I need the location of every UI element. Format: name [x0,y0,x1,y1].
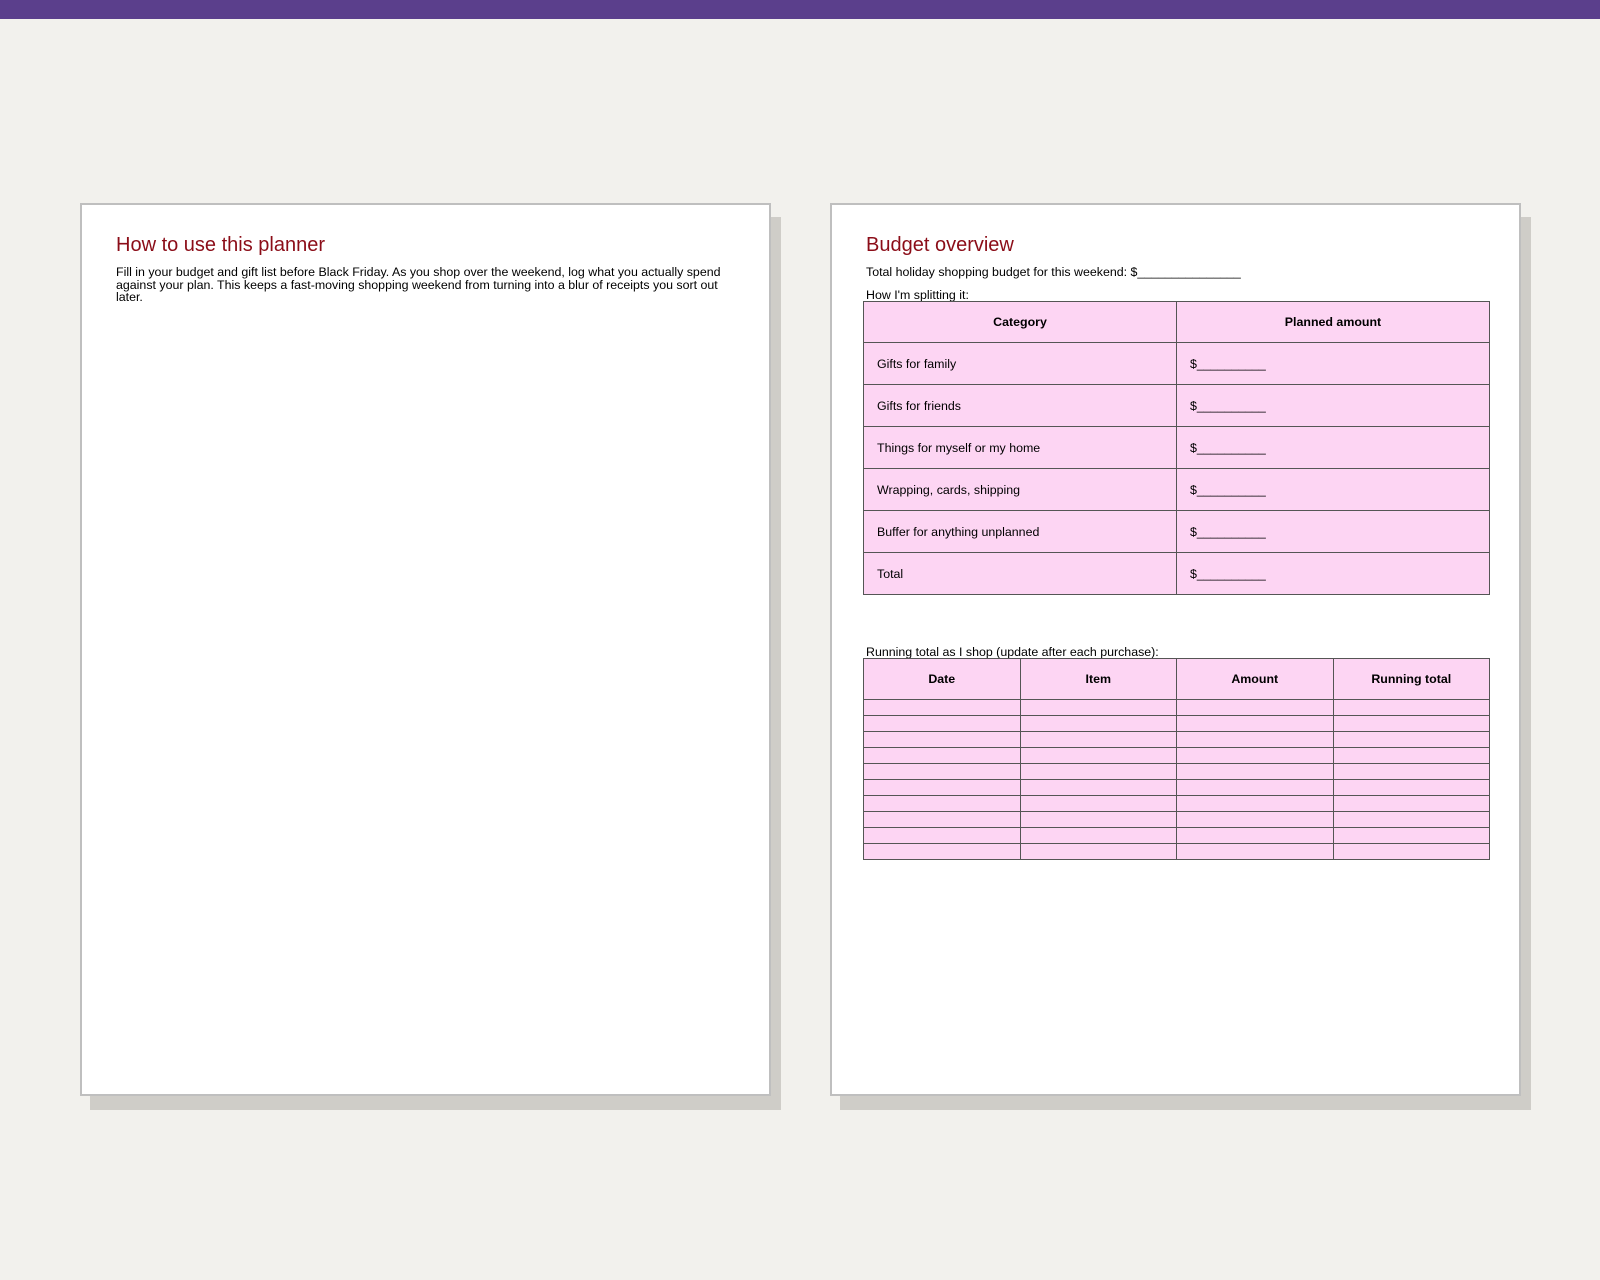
blank-entry-cell[interactable] [1333,764,1490,780]
table-header-row [864,659,1490,700]
table-row [864,700,1490,716]
blank-entry-cell[interactable] [1333,828,1490,844]
table-row [864,385,1490,427]
table-row [864,343,1490,385]
blank-entry-cell[interactable] [864,700,1021,716]
blank-entry-cell[interactable] [1177,700,1334,716]
blank-entry-cell[interactable] [1333,796,1490,812]
table-row [864,732,1490,748]
column-header: Date [864,659,1021,700]
blank-entry-cell[interactable] [1020,796,1177,812]
amount-blank[interactable]: $__________ [1177,553,1490,595]
blank-entry-cell[interactable] [1177,828,1334,844]
blank-entry-cell[interactable] [1177,796,1334,812]
table-row [864,764,1490,780]
blank-entry-cell[interactable] [1177,812,1334,828]
running-total-table [863,658,1490,860]
table-row [864,796,1490,812]
blank-entry-cell[interactable] [1020,828,1177,844]
column-header: Amount [1177,659,1334,700]
top-bar [0,0,1600,19]
amount-blank[interactable]: $__________ [1177,511,1490,553]
page-heading: Budget overview [866,234,1014,256]
budget-split-table [863,301,1490,595]
table-row [864,780,1490,796]
running-table-body [864,700,1490,860]
blank-entry-cell[interactable] [1333,780,1490,796]
category-cell: Things for myself or my home [864,427,1177,469]
blank-entry-cell[interactable] [864,764,1021,780]
blank-entry-cell[interactable] [1020,732,1177,748]
blank-entry-cell[interactable] [1333,716,1490,732]
blank-entry-cell[interactable] [1020,844,1177,860]
table-row [864,844,1490,860]
table-row [864,469,1490,511]
blank-entry-cell[interactable] [1020,748,1177,764]
blank-entry-cell[interactable] [1333,748,1490,764]
table-row [864,511,1490,553]
amount-blank[interactable]: $__________ [1177,427,1490,469]
blank-entry-cell[interactable] [864,796,1021,812]
blank-entry-cell[interactable] [1333,844,1490,860]
table-row [864,812,1490,828]
page-budget-overview [830,203,1521,1096]
table-row [864,748,1490,764]
amount-blank[interactable]: $__________ [1177,343,1490,385]
blank-entry-cell[interactable] [1020,716,1177,732]
blank-entry-cell[interactable] [1020,812,1177,828]
blank-entry-cell[interactable] [1020,764,1177,780]
blank-entry-cell[interactable] [864,828,1021,844]
category-cell: Wrapping, cards, shipping [864,469,1177,511]
blank-entry-cell[interactable] [864,716,1021,732]
amount-blank[interactable]: $__________ [1177,385,1490,427]
column-header: Category [864,302,1177,343]
blank-entry-cell[interactable] [1020,780,1177,796]
blank-entry-cell[interactable] [1333,812,1490,828]
blank-entry-cell[interactable] [1177,780,1334,796]
blank-entry-cell[interactable] [1177,716,1334,732]
column-header: Running total [1333,659,1490,700]
category-cell: Total [864,553,1177,595]
table-row [864,427,1490,469]
table-row [864,716,1490,732]
blank-entry-cell[interactable] [1020,700,1177,716]
category-cell: Buffer for anything unplanned [864,511,1177,553]
blank-entry-cell[interactable] [1177,732,1334,748]
running-total-label: Running total as I shop (update after each purchase): [866,645,1159,659]
blank-entry-cell[interactable] [864,732,1021,748]
table-row [864,828,1490,844]
page-heading: How to use this planner [116,234,326,256]
column-header: Item [1020,659,1177,700]
blank-entry-cell[interactable] [1333,700,1490,716]
blank-entry-cell[interactable] [1177,748,1334,764]
split-label: How I'm splitting it: [866,288,969,302]
column-header: Planned amount [1177,302,1490,343]
blank-entry-cell[interactable] [864,780,1021,796]
intro-paragraph: Fill in your budget and gift list before Black Friday. As you shop over the weekend, log what you actually spend against your plan. This keeps a fast-moving shopping weekend from turning into a blur of receipts you sort out later. [116,265,721,305]
amount-blank[interactable]: $__________ [1177,469,1490,511]
blank-entry-cell[interactable] [1333,732,1490,748]
blank-entry-cell[interactable] [864,748,1021,764]
page-how-to-use [80,203,771,1096]
total-budget-line: Total holiday shopping budget for this weekend: $_______________ [866,265,1241,279]
blank-entry-cell[interactable] [1177,764,1334,780]
blank-entry-cell[interactable] [1177,844,1334,860]
category-cell: Gifts for friends [864,385,1177,427]
table-header-row [864,302,1490,343]
category-cell: Gifts for family [864,343,1177,385]
blank-entry-cell[interactable] [864,812,1021,828]
blank-entry-cell[interactable] [864,844,1021,860]
table-row-total [864,553,1490,595]
